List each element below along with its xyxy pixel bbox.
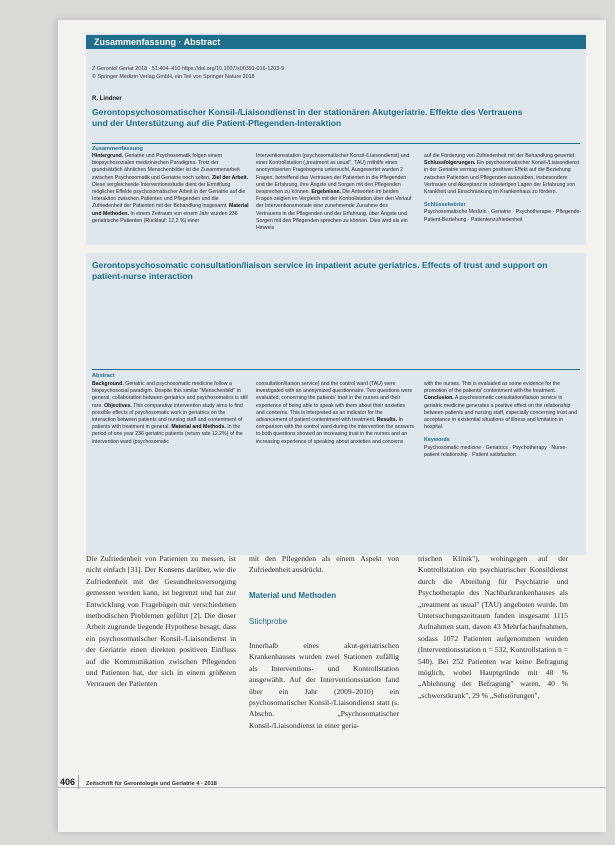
keywords-english: Psychosomatic medicine · Geriatrics · Psychotherapy · Nurse-patient relationship · Patient satisfaction <box>424 444 567 458</box>
copyright-line: © Springer Medizin Verlag GmbH, ein Teil von Springer Nature 2018 <box>92 74 255 80</box>
abstract-en-column-3 <box>424 381 582 459</box>
section-heading-methods: Material und Methoden <box>249 591 337 600</box>
label-background: Background. <box>92 381 124 387</box>
text-conclusion: A psychosomatic consultation/liaison service in geriatric medicine generates a positive effect on the relationship between patients and nursing staff, especially concerning trust and acceptance in existential situations of illness and limitation in hospital. <box>424 395 578 431</box>
body-column-2: Innerhalb eines akut-geriatrischen Krankenhauses wurden zwei Stationen zufällig als Interventions- und Kontrollstation ausgewählt. Auf der Interventionsstation fand über ein Jahr (2009–2010) ein psychosomatischer Konsil-/Liaisondienst statt (s. Abschn. „Psychosomatischer Konsil-/Liaisondienst in einer geria- <box>249 641 399 730</box>
article-title-german: Gerontopsychosomatischer Konsil-/Liaisondienst in der stationären Akutgeriatrie. Effekte des Vertrauens und der Unterstützung auf die Patient-Pflegenden-Interaktion <box>92 107 523 128</box>
abstract-de-column-3 <box>424 153 582 224</box>
divider <box>92 143 580 144</box>
author: R. Lindner <box>92 96 122 102</box>
abstract-de-column-1 <box>92 153 250 225</box>
section-header-bar: Zusammenfassung · Abstract <box>86 35 586 49</box>
text-hintergrund: Geriatrie und Psychosomatik folgen einem biopsychosozialen medizinischen Paradigma. Trotz der grundsätzlich ähnlichen Menschenbilder ist die Zusammenarbeit zwischen Psychosomatik und Geriatrie noch selten. <box>92 153 240 181</box>
divider <box>92 369 580 370</box>
article-title-english: Gerontopsychosomatic consultation/liaison service in inpatient acute geriatrics. Effects of trust and support on patient-nurse interaction <box>92 260 548 281</box>
label-ergebnisse: Ergebnisse. <box>311 189 341 196</box>
journal-name: Zeitschrift für Gerontologie und Geriatrie 4 · 2018 <box>86 781 217 787</box>
text-results-cont: auf die Förderung von Zufriedenheit mit der Behandlung gewertet. <box>424 153 576 159</box>
body-column-2-intro: mit den Pflegenden als einem Aspekt von Zufriedenheit ausdrückt. <box>249 554 399 575</box>
body-column-3: trischen Klinik"), wohingegen auf der Kontrollstation ein psychiatrischer Konsildienst durch die Abteilung für Psychiatrie und Psychotherapie des Nachbarkrankenhauses als „treatment as usual" (TAU) angeboten wurde. Im Untersuchungszeitraum fanden insgesamt 1115 Aufnahmen statt, davon 43 Mehrfachaufnahmen, sodass 1072 Patienten aufgenommen wurden (Interventionsstation n = 532, Kontrollstation n = 540). Bei 252 Patienten war keine Befragung möglich, wobei Hauptgründe mit 48 % „Ablehnung der Befragung" waren, 40 % „schwerstkrank", 29 % „Sehstörungen", <box>418 554 568 700</box>
abstract-heading-german: Zusammenfassung <box>92 146 143 152</box>
text-schlussfolgerungen: Ein psychosomatischer Konsil-/Liaisondienst in der Geriatrie vermag einen positiven Effekt auf die Beziehung zwischen Patienten und Pflegenden auszuüben, insbesondere Vertrauen und Akzeptanz in schwierigen Lagen der Erfahrung von Krankheit und Einschränkung im Krankenhaus zu fördern. <box>424 160 580 196</box>
footer-separator <box>78 775 79 789</box>
abstract-en-column-1 <box>92 381 250 446</box>
keywords-german: Psychosomatische Medizin · Geriatrie · Psychotherapie · Pflegende-Patient-Beziehung · Patientenzufriedenheit <box>424 209 582 223</box>
label-conclusion: Conclusion. <box>424 395 454 402</box>
text-material-methods: In the period of one year 236 geriatric patients (return rate 12.2%) of the intervention ward (psychosomatic <box>92 424 243 445</box>
abstract-de-column-2 <box>256 153 414 232</box>
keywords-heading-english: Keywords <box>424 437 450 444</box>
text-results-cont-en: with the nurses. This is evaluated as some evidence for the promotion of the patients' contentment with the treatment. <box>424 381 561 395</box>
text-methods-cont: Interventionsstation (psychosomatischer Konsil-/Liaisondienst) und einer Kontrollstation („treatment as usual", TAU) mithilfe eines anonymisierten Fragebogens untersucht. Ausgewertet wurden 2 Fragen, betreffend das Vertrauen der Patienten in die Pflegenden und die Erfahrung, ihre Ängste und Sorgen mit den Pflegenden besprechen zu können. <box>256 153 410 196</box>
label-hintergrund: Hintergrund. <box>92 153 124 159</box>
text-ergebnisse: Die Antworten im beiden Fragen zeigten im Vergleich mit der Kontrollstation über den Verlauf der Interventionsmonate eine zunehmende Zunahme des Vertrauens in die Pflegenden und der Erfahrung, über Ängste und Sorgen mit den Pflegenden sprechen zu können. Dies wird als ein Hinweis <box>256 189 412 232</box>
keywords-heading-german: Schlüsselwörter <box>424 202 466 209</box>
footer-rule <box>58 787 606 788</box>
body-column-1: Die Zufriedenheit von Patienten zu messen, ist nicht einfach [31]. Der Konsens darüber, wie die Zufriedenheit mit der Gesundheitsversorgung gemessen werden kann, ist begrenzt und hat zur Entwicklung von Fragebögen mit verschiedenen methodischen Problemen geführt [2]. Die dieser Arbeit zugrunde liegende Hypothese besagt, dass ein psychosomatischer Konsil-/Liaisondienst in der Geriatrie einen direkten positiven Einfluss auf die Kommunikation zwischen Pflegenden und Patienten hat, der sich in einem größeren Vertrauen der Patienten <box>86 554 236 689</box>
text-results: In comparison with the control ward during the intervention the answers to both questions showed an increasing trust in the nurses and an increasing experience of speaking about anxieties and concerns <box>256 417 415 445</box>
label-material-methods: Material and Methods. <box>171 424 226 431</box>
label-material: Material und Methoden. <box>92 203 249 217</box>
text-methods-cont-en: consultation/liaison service) and the control ward (TAU) were investigated with an anonymized questionnaire. Two questions were evaluated, concerning the patients' trust in the nurses and their experience of being able to speak with them about their anxieties and concerns. This is interpreted as an indicator for the advancement of patient contentment with treatment. <box>256 381 413 424</box>
label-ziel: Ziel der Arbeit. <box>211 174 249 181</box>
label-schlussfolgerungen: Schlussfolgerungen. <box>424 160 476 167</box>
citation-line: Z Gerontol Geriat 2018 · 51:404–410 https://doi.org/10.1007/s00391-016-1203-9 <box>92 66 285 72</box>
label-results: Results. <box>376 417 398 424</box>
text-objectives: This comparative intervention study aims to find possible effects of psychosomatic work in geriatrics on the interaction between patients and nursing staff and contentment of patients with treatment in general. <box>92 402 243 431</box>
text-ziel: Diese vergleichende Interventionsstudie dient der Ermittlung möglicher Effekte psychosomatischer Arbeit in der Geriatrie auf die Interaktion zwischen Patienten und Pflegenden und die Zufriedenheit der Patienten mit der Behandlung insgesamt. <box>92 181 246 210</box>
label-objectives: Objectives. <box>104 402 132 409</box>
abstract-en-column-2 <box>256 381 414 446</box>
text-background: Geriatric and psychosomatic medicine follow a biopsychosocial paradigm. Despite this similar "Menschenbild" in general, collaboration between geriatrics and psychosomatics is still rare. <box>92 381 248 409</box>
subsection-heading-sample: Stichprobe <box>249 617 288 626</box>
page-number: 406 <box>60 777 76 787</box>
text-material: In einem Zeitraum von einem Jahr wurden 236 geriatrische Patienten (Rücklauf: 12,2 %) einer <box>92 210 238 224</box>
abstract-heading-english: Abstract <box>92 373 115 379</box>
